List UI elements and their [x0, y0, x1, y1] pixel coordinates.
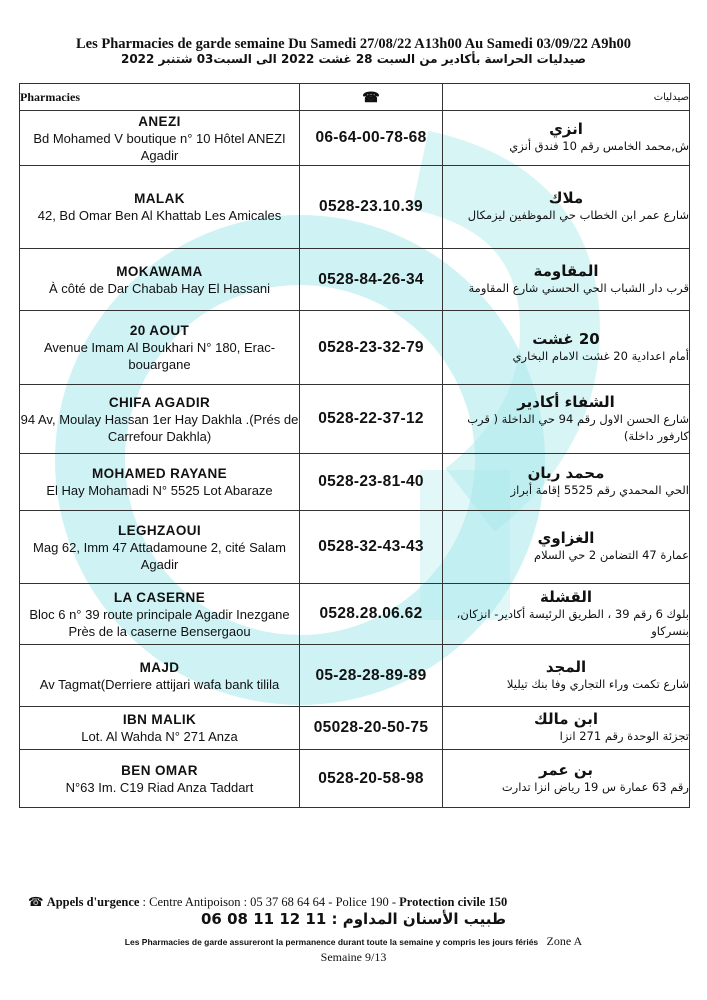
pharmacy-cell-ar: [443, 454, 690, 511]
pharmacy-address-ar: شارع الحسن الاول رقم 94 حي الداخلة ( قرب كارفور داخلة): [467, 411, 689, 443]
pharmacy-address-ar: عمارة 47 التضامن 2 حي السلام: [533, 548, 689, 562]
pharmacy-name-ar: بن عمر: [539, 760, 593, 779]
table-header-row: [20, 84, 690, 111]
pharmacy-address-ar: تجزئة الوحدة رقم 271 انزا: [559, 729, 689, 743]
pharmacy-name: LEGHZAOUI: [117, 522, 202, 538]
header-pharmacies: Pharmacies: [20, 84, 300, 111]
pharmacy-cell-ar: [443, 385, 690, 454]
pharmacy-address: Bloc 6 n° 39 route principale Agadir Inezgane Près de la caserne Bensergaou: [29, 606, 290, 639]
pharmacy-name-ar: انزي: [549, 120, 583, 138]
table-row: [20, 584, 690, 645]
protection-civile: Protection civile 150: [399, 895, 508, 909]
pharmacy-address-ar: أمام اعدادية 20 غشت الامام البخاري: [512, 348, 689, 363]
pharmacy-phone: 0528-23-32-79: [300, 311, 443, 385]
pharmacy-cell-ar: [443, 645, 690, 707]
header-title-fr: Les Pharmacies de garde semaine Du Samedi 27/08/22 A13h00 Au Samedi 03/09/22 A9h00: [75, 36, 632, 52]
pharmacy-cell: [20, 166, 300, 249]
pharmacy-address: Lot. Al Wahda N° 271 Anza: [81, 729, 238, 744]
week-label: Semaine 9/13: [320, 950, 387, 964]
pharmacy-phone: 0528-23-81-40: [300, 454, 443, 511]
pharmacy-cell: [20, 311, 300, 385]
pharmacy-address: Bd Mohamed V boutique n° 10 Hôtel ANEZI Agadir: [33, 130, 286, 163]
pharmacy-address-ar: قرب دار الشباب الحي الحسني شارع المقاومة: [468, 280, 689, 295]
pharmacy-cell: [20, 111, 300, 166]
pharmacy-name: MOHAMED RAYANE: [91, 466, 228, 481]
permanence-note: Les Pharmacies de garde assureront la permanence durant toute la semaine y compris les jours fériés: [124, 937, 539, 947]
pharmacy-name-ar: المقاومة: [533, 261, 599, 280]
header-pharmacies-ar: صيدليات: [443, 84, 690, 111]
pharmacy-cell-ar: [443, 707, 690, 750]
pharmacy-name: 20 AOUT: [129, 323, 190, 338]
pharmacy-phone: 0528-23.10.39: [300, 166, 443, 249]
table-row: [20, 166, 690, 249]
pharmacy-name-ar: المجد: [545, 657, 587, 676]
pharmacy-address: À côté de Dar Chabab Hay El Hassani: [48, 280, 271, 296]
footer-note: [0, 934, 707, 949]
pharmacy-address: N°63 Im. C19 Riad Anza Taddart: [65, 779, 254, 795]
pharmacy-address-ar: ش,محمد الخامس رقم 10 فندق أنزي: [509, 139, 689, 153]
pharmacy-name: MOKAWAMA: [116, 263, 203, 279]
pharmacy-cell-ar: [443, 511, 690, 584]
pharmacy-name-ar: الغزاوي: [537, 529, 595, 547]
pharmacy-name: MALAK: [134, 191, 185, 206]
pharmacy-name: CHIFA AGADIR: [108, 394, 211, 410]
pharmacy-address-ar: رقم 63 عمارة س 19 رياض انزا تدارت: [501, 779, 689, 794]
pharmacy-address: El Hay Mohamadi N° 5525 Lot Abaraze: [46, 483, 273, 498]
header-phone: [300, 84, 443, 111]
pharmacy-cell-ar: [443, 249, 690, 311]
pharmacy-name: MAJD: [139, 659, 180, 675]
telephone-icon: ☎: [362, 88, 380, 105]
pharmacy-name-ar: محمد ريان: [527, 464, 605, 482]
table-row: [20, 511, 690, 584]
pharmacy-cell: [20, 249, 300, 311]
pharmacy-name-ar: ابن مالك: [533, 710, 598, 728]
pharmacy-address-ar: الحي المحمدي رقم 5525 إقامة أبراز: [510, 483, 689, 497]
zone-label: Zone A: [546, 934, 583, 948]
pharmacy-cell-ar: [443, 111, 690, 166]
pharmacy-cell-ar: [443, 166, 690, 249]
pharmacy-address: Av Tagmat(Derriere attijari wafa bank tilila: [39, 676, 280, 692]
dentist-line: طبيب الأسنان المداوم : 11 12 11 08 06: [200, 910, 507, 928]
emergency-line: [28, 894, 688, 910]
pharmacy-name: ANEZI: [138, 113, 181, 129]
pharmacy-name-ar: 20 غشت: [532, 329, 600, 348]
pharmacy-name: IBN MALIK: [122, 712, 197, 727]
pharmacy-phone: 0528.28.06.62: [300, 584, 443, 645]
pharmacy-cell: [20, 750, 300, 808]
pharmacy-phone: 0528-32-43-43: [300, 511, 443, 584]
pharmacy-address: Mag 62, Imm 47 Attadamoune 2, cité Salam Agadir: [33, 539, 286, 572]
pharmacy-address-ar: بلوك 6 رقم 39 ، الطريق الرئيسة أكادير- انزكان، بنسركاو: [456, 606, 689, 638]
table-row: [20, 645, 690, 707]
pharmacy-cell: [20, 385, 300, 454]
pharmacy-cell: [20, 584, 300, 645]
pharmacy-name-ar: القشلة: [539, 587, 593, 606]
pharmacy-address: 94 Av, Moulay Hassan 1er Hay Dakhla .(Prés de Carrefour Dakhla): [20, 411, 299, 444]
pharmacy-address-ar: شارع عمر ابن الخطاب حي الموظفين ليزمكال: [467, 208, 689, 222]
pharmacy-phone: 0528-84-26-34: [300, 249, 443, 311]
pharmacy-cell: [20, 645, 300, 707]
emergency-label: Appels d'urgence: [46, 895, 140, 909]
table-row: [20, 707, 690, 750]
header-title-ar: صيدليات الحراسة بأكادير من السبت 28 غشت 2022 الى السبت03 شتنبر 2022: [120, 52, 587, 66]
pharmacy-phone: 0528-22-37-12: [300, 385, 443, 454]
phone-icon: ☎: [28, 895, 44, 909]
pharmacy-cell: [20, 511, 300, 584]
emergency-numbers: : Centre Antipoison : 05 37 68 64 64 - Police 190 -: [142, 895, 397, 909]
pharmacy-name: BEN OMAR: [121, 762, 198, 778]
pharmacy-cell-ar: [443, 584, 690, 645]
table-row: [20, 111, 690, 166]
table-row: [20, 311, 690, 385]
pharmacy-address-ar: شارع تكمت وراء التجاري وفا بنك تيليلا: [506, 676, 689, 691]
pharmacy-phone: 05028-20-50-75: [300, 707, 443, 750]
pharmacy-cell: [20, 454, 300, 511]
pharmacy-address: Avenue Imam Al Boukhari N° 180, Erac-bouargane: [43, 340, 276, 372]
pharmacy-name-ar: ملاك: [548, 189, 584, 207]
table-row: [20, 750, 690, 808]
table-row: [20, 385, 690, 454]
pharmacy-phone: 05-28-28-89-89: [300, 645, 443, 707]
pharmacy-cell-ar: [443, 750, 690, 808]
pharmacy-cell-ar: [443, 311, 690, 385]
pharmacy-name: LA CASERNE: [113, 589, 206, 605]
pharmacy-address: 42, Bd Omar Ben Al Khattab Les Amicales: [37, 208, 282, 223]
table-row: [20, 249, 690, 311]
pharmacy-phone: 06-64-00-78-68: [300, 111, 443, 166]
pharmacy-cell: [20, 707, 300, 750]
pharmacy-phone: 0528-20-58-98: [300, 750, 443, 808]
table-row: [20, 454, 690, 511]
pharmacy-table: [19, 83, 690, 808]
pharmacy-name-ar: الشفاء أكادير: [517, 392, 615, 411]
